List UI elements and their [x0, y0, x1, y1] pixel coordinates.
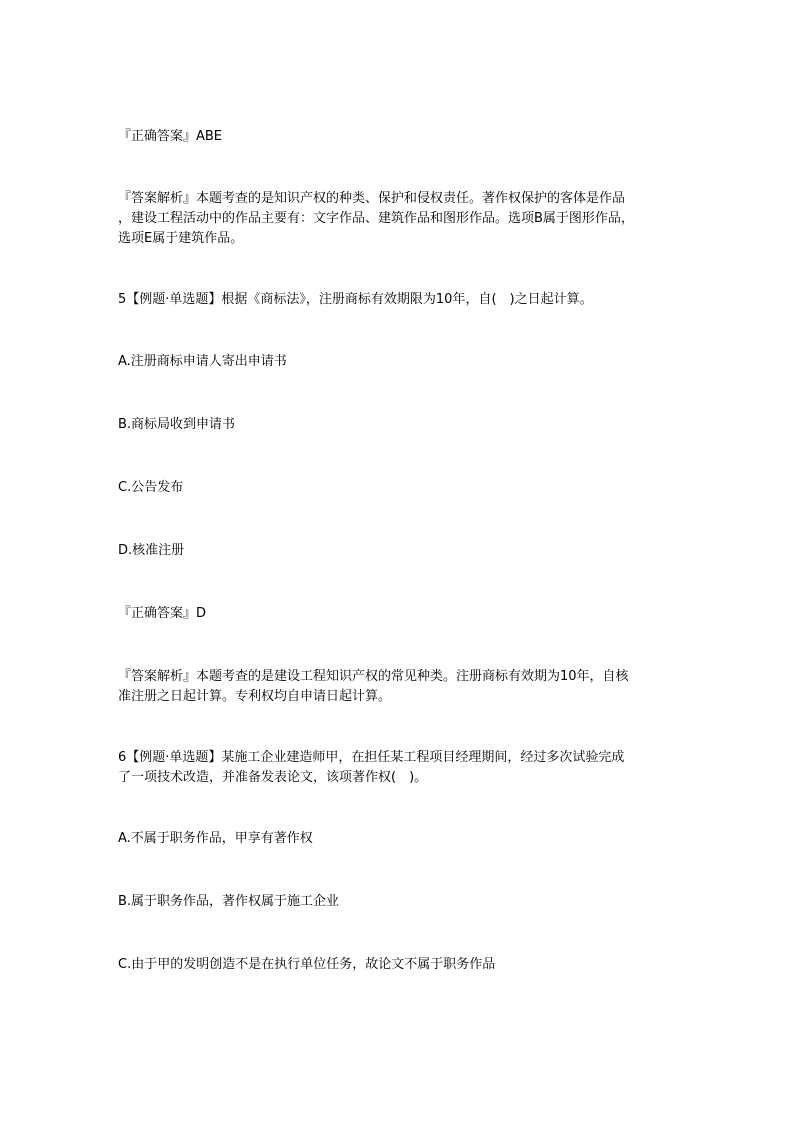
- q6-option-a: A.不属于职务作品，甲享有著作权: [118, 831, 313, 846]
- q4-analysis-line-3: 选项E属于建筑作品。: [118, 231, 244, 246]
- q5-question: 5【例题·单选题】根据《商标法》，注册商标有效期限为10年，自( )之日起计算。: [118, 292, 593, 307]
- q6-question-line-2: 了一项技术改造，并准备发表论文，该项著作权( )。: [118, 770, 428, 785]
- q6-option-c: C.由于甲的发明创造不是在执行单位任务，故论文不属于职务作品: [118, 957, 496, 972]
- q5-option-c: C.公告发布: [118, 480, 184, 495]
- q6-question-line-1: 6【例题·单选题】某施工企业建造师甲，在担任某工程项目经理期间，经过多次试验完成: [118, 750, 625, 765]
- q4-analysis-line-1: 『答案解析』本题考查的是知识产权的种类、保护和侵权责任。著作权保护的客体是作品: [118, 191, 626, 206]
- q5-option-d: D.核准注册: [118, 543, 185, 558]
- q5-analysis-line-2: 准注册之日起计算。专利权均自申请日起计算。: [118, 689, 392, 704]
- q5-option-b: B.商标局收到申请书: [118, 417, 236, 432]
- q5-correct-answer: 『正确答案』D: [118, 606, 207, 621]
- q4-analysis-line-2: ，建设工程活动中的作品主要有：文字作品、建筑作品和图形作品。选项B属于图形作品，: [118, 211, 634, 226]
- q5-option-a: A.注册商标申请人寄出申请书: [118, 354, 287, 369]
- q6-option-b: B.属于职务作品，著作权属于施工企业: [118, 894, 340, 909]
- q5-analysis-line-1: 『答案解析』本题考查的是建设工程知识产权的常见种类。注册商标有效期为10年，自核: [118, 669, 629, 684]
- q4-correct-answer: 『正确答案』ABE: [118, 129, 223, 144]
